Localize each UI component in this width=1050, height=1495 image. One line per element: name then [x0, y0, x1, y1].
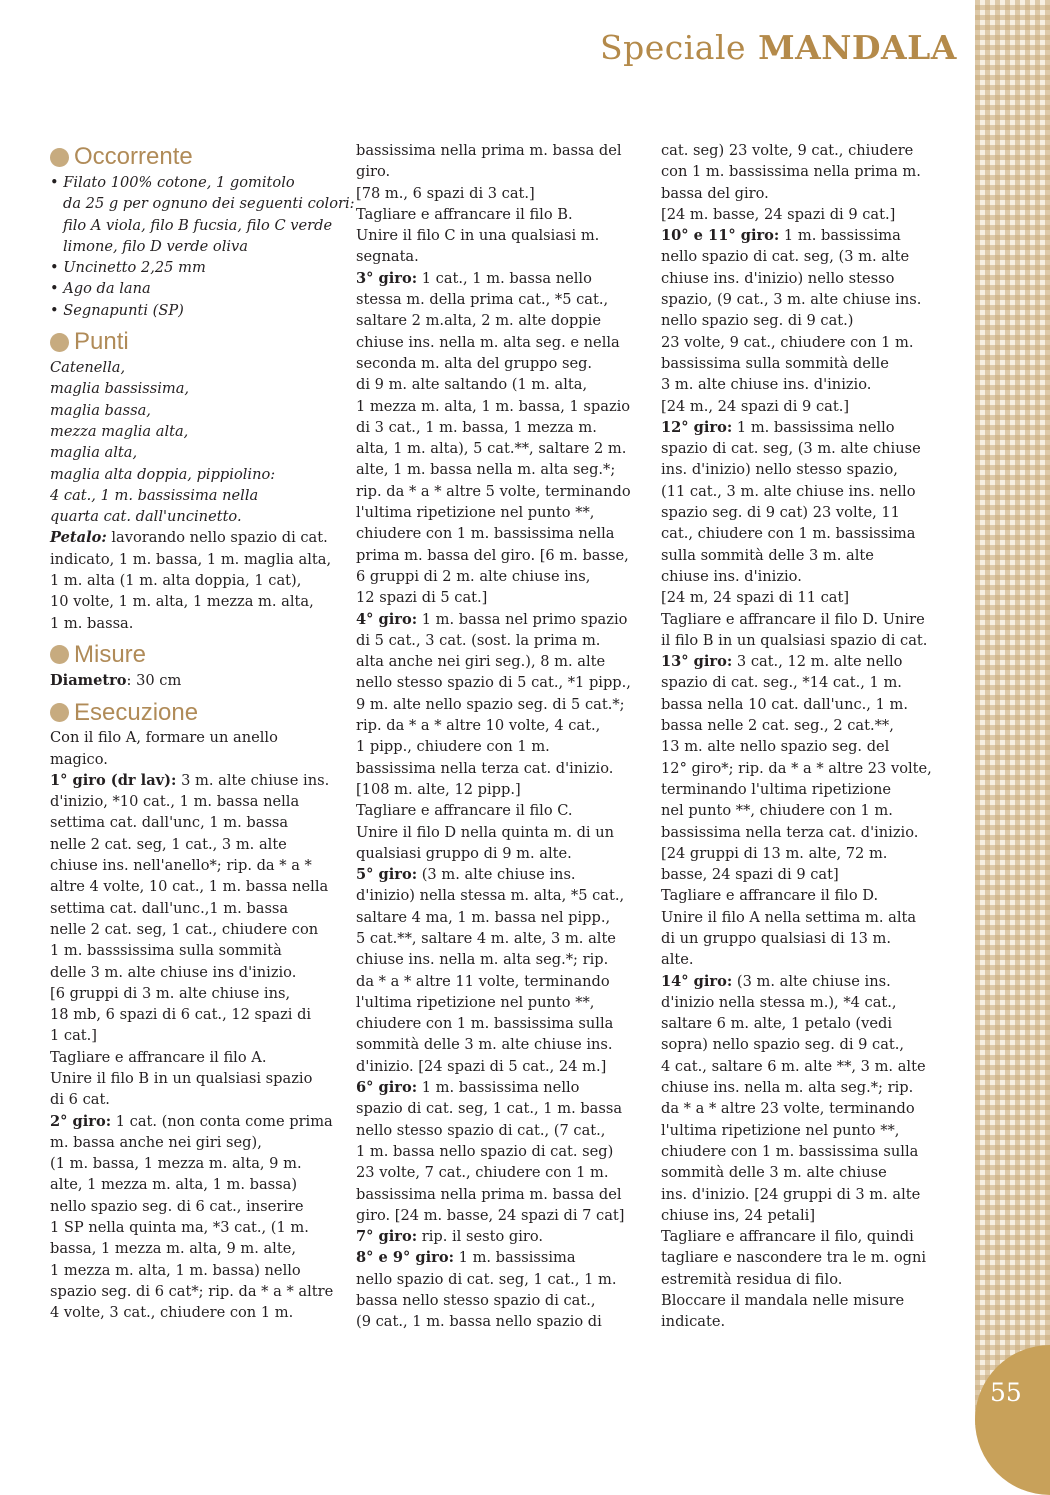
text-line: bassa nello stesso spazio di cat.,	[356, 1292, 596, 1310]
title-part2: MANDALA	[758, 28, 957, 67]
text-line: bassissima sulla sommità delle	[661, 354, 889, 372]
text-line: estremità residua di filo.	[661, 1270, 843, 1288]
text-line: alta anche nei giri seg.), 8 m. alte	[356, 653, 606, 671]
text-line: 5 cat.**, saltare 4 m. alte, 3 m. alte	[356, 929, 616, 947]
occorrente-line: • Uncinetto 2,25 mm	[50, 259, 206, 277]
punti-line: maglia alta,	[50, 444, 138, 462]
giro-7-line: 7° giro: rip. il sesto giro.	[356, 1228, 544, 1246]
text-line: [6 gruppi di 3 m. alte chiuse ins,	[50, 984, 291, 1002]
occorrente-line: • Filato 100% cotone, 1 gomitolo	[50, 174, 295, 191]
text-line: chiuse ins. nell'anello*; rip. da * a *	[50, 857, 312, 875]
text-line: chiuse ins, 24 petali]	[661, 1206, 816, 1224]
text-line: alte, 1 m. bassa nella m. alta seg.*;	[356, 461, 616, 479]
text-line: delle 3 m. alte chiuse ins d'inizio.	[50, 963, 297, 981]
text-line: [24 m, 24 spazi di 11 cat]	[661, 589, 850, 607]
bullet-dot-icon	[50, 645, 69, 664]
text-line: settima cat. dall'unc.,1 m. bassa	[50, 899, 289, 917]
text-line: sopra) nello spazio seg. di 9 cat.,	[661, 1036, 905, 1054]
text-line: nello spazio seg. di 6 cat., inserire	[50, 1197, 304, 1215]
punti-line: mezza maglia alta,	[50, 422, 189, 440]
petalo-line: 1 m. bassa.	[50, 614, 134, 632]
text-line: nello spazio seg. di 9 cat.)	[661, 312, 854, 330]
text-line: qualsiasi gruppo di 9 m. alte.	[356, 844, 572, 862]
text-line: alte, 1 mezza m. alta, 1 m. bassa)	[50, 1176, 298, 1194]
text-line: 1 m. bassa nello spazio di cat. seg)	[356, 1142, 614, 1160]
text-line: d'inizio nella stessa m.), *4 cat.,	[661, 993, 897, 1011]
text-line: di 9 m. alte saltando (1 m. alta,	[356, 376, 588, 394]
text-line: bassa del giro.	[661, 184, 769, 202]
text-line: l'ultima ripetizione nel punto **,	[661, 1121, 900, 1139]
section-title: Esecuzione	[74, 698, 199, 726]
text-line: rip. da * a * altre 5 volte, terminando	[356, 482, 631, 500]
text-line: indicate.	[661, 1313, 726, 1331]
bullet-dot-icon	[50, 148, 69, 167]
text-line: bassa, 1 mezza m. alta, 9 m. alte,	[50, 1240, 296, 1258]
text-line: bassa nella 10 cat. dall'unc., 1 m.	[661, 695, 908, 713]
text-line: m. bassa anche nei giri seg),	[50, 1133, 262, 1151]
text-line: 12° giro*; rip. da * a * altre 23 volte,	[661, 759, 932, 777]
text-line: sulla sommità delle 3 m. alte	[661, 546, 874, 564]
giro-2-line: 2° giro: 1 cat. (non conta come prima	[50, 1112, 333, 1130]
giro-3-line: 3° giro: 1 cat., 1 m. bassa nello	[356, 269, 592, 287]
diametro-line: Diametro: 30 cm	[50, 671, 182, 689]
petalo-line: Petalo: lavorando nello spazio di cat.	[50, 529, 328, 547]
bullet-dot-icon	[50, 333, 69, 352]
text-line: chiuse ins. nella m. alta seg.*; rip.	[356, 951, 609, 969]
text-line: [78 m., 6 spazi di 3 cat.]	[356, 184, 535, 202]
text-line: 9 m. alte nello spazio seg. di 5 cat.*;	[356, 695, 625, 713]
text-line: di 3 cat., 1 m. bassa, 1 mezza m.	[356, 418, 597, 436]
text-line: 3 m. alte chiuse ins. d'inizio.	[661, 376, 872, 394]
bullet-dot-icon	[50, 703, 69, 722]
text-line: Tagliare e affrancare il filo D.	[661, 887, 879, 905]
text-line: Tagliare e affrancare il filo A.	[50, 1048, 267, 1066]
text-line: alta, 1 m. alta), 5 cat.**, saltare 2 m.	[356, 440, 627, 458]
text-line: sommità delle 3 m. alte chiuse ins.	[356, 1036, 613, 1054]
text-line: chiuse ins. d'inizio.	[661, 567, 802, 585]
text-line: Tagliare e affrancare il filo, quindi	[661, 1228, 914, 1246]
giro-1-line: 1° giro (dr lav): 3 m. alte chiuse ins.	[50, 771, 330, 789]
text-line: bassa nelle 2 cat. seg., 2 cat.**,	[661, 717, 894, 735]
text-line: bassissima nella prima m. bassa del	[356, 142, 622, 159]
occorrente-line: • Ago da lana	[50, 280, 151, 298]
text-line: seconda m. alta del gruppo seg.	[356, 354, 593, 372]
text-line: 23 volte, 7 cat., chiudere con 1 m.	[356, 1164, 609, 1182]
text-line: ins. d'inizio) nello stesso spazio,	[661, 461, 898, 479]
text-line: cat., chiudere con 1 m. bassissima	[661, 525, 916, 543]
text-line: tagliare e nascondere tra le m. ogni	[661, 1249, 927, 1267]
text-line: spazio di cat. seg, 1 cat., 1 m. bassa	[356, 1100, 623, 1118]
text-line: Unire il filo D nella quinta m. di un	[356, 823, 615, 841]
text-line: Unire il filo B in un qualsiasi spazio	[50, 1069, 313, 1087]
text-line: spazio di cat. seg., *14 cat., 1 m.	[661, 674, 902, 692]
text-line: 13 m. alte nello spazio seg. del	[661, 738, 890, 756]
text-line: nelle 2 cat. seg, 1 cat., chiudere con	[50, 920, 319, 938]
text-line: nelle 2 cat. seg, 1 cat., 3 m. alte	[50, 835, 287, 853]
text-line: di 5 cat., 3 cat. (sost. la prima m.	[356, 631, 601, 649]
section-title: Misure	[74, 641, 147, 669]
text-line: (11 cat., 3 m. alte chiuse ins. nello	[661, 482, 916, 500]
petalo-label: Petalo:	[50, 529, 107, 547]
section-punti	[50, 327, 340, 357]
text-line: spazio seg. di 6 cat*; rip. da * a * altre	[50, 1282, 334, 1300]
punti-line: 4 cat., 1 m. bassissima nella	[50, 486, 259, 504]
text-line: 18 mb, 6 spazi di 6 cat., 12 spazi di	[50, 1006, 312, 1024]
text-line: con 1 m. bassissima nella prima m.	[661, 163, 921, 181]
text-line: nello spazio di cat. seg, (3 m. alte	[661, 248, 910, 266]
section-title: Occorrente	[74, 143, 193, 171]
punti-line: Catenella,	[50, 359, 126, 377]
text-line: 12 spazi di 5 cat.]	[356, 589, 488, 607]
text-line: bassissima nella terza cat. d'inizio.	[356, 759, 614, 777]
text-line: chiudere con 1 m. bassissima sulla	[356, 1015, 614, 1033]
text-line: alte.	[661, 951, 694, 969]
text-line: saltare 6 m. alte, 1 petalo (vedi	[661, 1015, 893, 1033]
text-line: magico.	[50, 750, 108, 768]
text-line: d'inizio) nella stessa m. alta, *5 cat.,	[356, 887, 625, 905]
text-line: ins. d'inizio. [24 gruppi di 3 m. alte	[661, 1185, 921, 1203]
text-line: 1 cat.]	[50, 1027, 97, 1045]
text-line: Unire il filo C in una qualsiasi m.	[356, 227, 600, 245]
occorrente-line: da 25 g per ognuno dei seguenti colori:	[63, 195, 355, 213]
giro-8-9-line: 8° e 9° giro: 1 m. bassissima	[356, 1249, 576, 1267]
text-line: basse, 24 spazi di 9 cat]	[661, 866, 839, 884]
text-line: chiuse ins. d'inizio) nello stesso	[661, 269, 895, 287]
text-line: (1 m. bassa, 1 mezza m. alta, 9 m.	[50, 1155, 302, 1173]
text-line: nello stesso spazio di cat., (7 cat.,	[356, 1121, 606, 1139]
giro-4-line: 4° giro: 1 m. bassa nel primo spazio	[356, 610, 628, 628]
giro-12-line: 12° giro: 1 m. bassissima nello	[661, 418, 895, 436]
text-line: sommità delle 3 m. alte chiuse	[661, 1164, 887, 1182]
text-line: Tagliare e affrancare il filo B.	[356, 205, 573, 223]
text-line: [24 gruppi di 13 m. alte, 72 m.	[661, 844, 888, 862]
text-line: 23 volte, 9 cat., chiudere con 1 m.	[661, 333, 914, 351]
text-line: chiudere con 1 m. bassissima sulla	[661, 1142, 919, 1160]
column-3	[661, 140, 961, 1333]
text-line: Unire il filo A nella settima m. alta	[661, 908, 917, 926]
text-line: giro. [24 m. basse, 24 spazi di 7 cat]	[356, 1206, 625, 1224]
text-line: di 6 cat.	[50, 1091, 110, 1109]
section-occorrente	[50, 142, 340, 172]
text-line: l'ultima ripetizione nel punto **,	[356, 504, 595, 522]
text-line: chiuse ins. nella m. alta seg.*; rip.	[661, 1079, 914, 1097]
text-line: bassissima nella terza cat. d'inizio.	[661, 823, 919, 841]
giro-5-line: 5° giro: (3 m. alte chiuse ins.	[356, 866, 576, 884]
giro-14-line: 14° giro: (3 m. alte chiuse ins.	[661, 972, 891, 990]
gingham-border	[975, 0, 1050, 1425]
text-line: Tagliare e affrancare il filo D. Unire	[661, 610, 925, 628]
petalo-line: 10 volte, 1 m. alta, 1 mezza m. alta,	[50, 593, 314, 611]
text-line: nello stesso spazio di 5 cat., *1 pipp.,	[356, 674, 631, 692]
page-title	[600, 28, 957, 67]
text-line: 6 gruppi di 2 m. alte chiuse ins,	[356, 567, 591, 585]
column-1	[50, 140, 355, 1324]
text-line: nel punto **, chiudere con 1 m.	[661, 802, 893, 820]
text-line: Bloccare il mandala nelle misure	[661, 1292, 905, 1310]
text-line: Tagliare e affrancare il filo C.	[356, 802, 573, 820]
punti-line: quarta cat. dall'uncinetto.	[50, 508, 242, 526]
text-line: 1 mezza m. alta, 1 m. bassa, 1 spazio	[356, 397, 631, 415]
text-line: spazio di cat. seg, (3 m. alte chiuse	[661, 440, 921, 458]
text-line: da * a * altre 11 volte, terminando	[356, 972, 610, 990]
text-line: [108 m. alte, 12 pipp.]	[356, 780, 521, 798]
page-number: 55	[990, 1378, 1022, 1407]
text-line: segnata.	[356, 248, 419, 266]
text-line: settima cat. dall'unc, 1 m. bassa	[50, 814, 289, 832]
text-line: d'inizio, *10 cat., 1 m. bassa nella	[50, 793, 300, 811]
text-line: [24 m., 24 spazi di 9 cat.]	[661, 397, 850, 415]
text-line: terminando l'ultima ripetizione	[661, 780, 892, 798]
text-line: 1 pipp., chiudere con 1 m.	[356, 738, 550, 756]
text-line: giro.	[356, 163, 391, 181]
text-line: saltare 2 m.alta, 2 m. alte doppie	[356, 312, 601, 330]
text-line: da * a * altre 23 volte, terminando	[661, 1100, 915, 1118]
petalo-line: indicato, 1 m. bassa, 1 m. maglia alta,	[50, 550, 332, 568]
giro-10-11-line: 10° e 11° giro: 1 m. bassissima	[661, 227, 901, 245]
text-line: rip. da * a * altre 10 volte, 4 cat.,	[356, 717, 601, 735]
text-line: spazio seg. di 9 cat) 23 volte, 11	[661, 504, 900, 522]
text-line: altre 4 volte, 10 cat., 1 m. bassa nella	[50, 878, 329, 896]
text-line: l'ultima ripetizione nel punto **,	[356, 993, 595, 1011]
text-line: [24 m. basse, 24 spazi di 9 cat.]	[661, 205, 896, 223]
punti-line: maglia bassa,	[50, 401, 151, 419]
text-line: bassissima nella prima m. bassa del	[356, 1185, 622, 1203]
text-line: 1 mezza m. alta, 1 m. bassa) nello	[50, 1261, 301, 1279]
title-part1: Speciale	[600, 28, 747, 67]
text-line: stessa m. della prima cat., *5 cat.,	[356, 291, 609, 309]
giro-6-line: 6° giro: 1 m. bassissima nello	[356, 1079, 580, 1097]
text-line: chiuse ins. nella m. alta seg. e nella	[356, 333, 620, 351]
text-line: cat. seg) 23 volte, 9 cat., chiudere	[661, 142, 914, 159]
occorrente-line: filo A viola, filo B fucsia, filo C verde	[63, 216, 333, 234]
text-line: nello spazio di cat. seg, 1 cat., 1 m.	[356, 1270, 617, 1288]
giro-13-line: 13° giro: 3 cat., 12 m. alte nello	[661, 653, 903, 671]
text-line: 4 volte, 3 cat., chiudere con 1 m.	[50, 1304, 294, 1322]
text-line: Con il filo A, formare un anello	[50, 729, 278, 747]
punti-line: maglia alta doppia, pippiolino:	[50, 465, 276, 483]
text-line: prima m. bassa del giro. [6 m. basse,	[356, 546, 629, 564]
text-line: 1 m. basssissima sulla sommità	[50, 942, 282, 960]
punti-line: maglia bassissima,	[50, 380, 190, 398]
column-2	[356, 140, 648, 1333]
petalo-line: 1 m. alta (1 m. alta doppia, 1 cat),	[50, 572, 302, 590]
text-line: spazio, (9 cat., 3 m. alte chiuse ins.	[661, 291, 922, 309]
text-line: 4 cat., saltare 6 m. alte **, 3 m. alte	[661, 1057, 926, 1075]
occorrente-line: • Segnapunti (SP)	[50, 301, 184, 319]
text-line: il filo B in un qualsiasi spazio di cat.	[661, 631, 928, 649]
text-line: 1 SP nella quinta ma, *3 cat., (1 m.	[50, 1219, 309, 1237]
section-title: Punti	[74, 328, 129, 356]
section-misure	[50, 640, 340, 670]
text-line: di un gruppo qualsiasi di 13 m.	[661, 929, 892, 947]
text-line: (9 cat., 1 m. bassa nello spazio di	[356, 1313, 602, 1331]
text-line: chiudere con 1 m. bassissima nella	[356, 525, 615, 543]
text-line: d'inizio. [24 spazi di 5 cat., 24 m.]	[356, 1057, 607, 1075]
text-line: saltare 4 ma, 1 m. bassa nel pipp.,	[356, 908, 611, 926]
section-esecuzione	[50, 697, 340, 727]
occorrente-line: limone, filo D verde oliva	[63, 237, 248, 255]
